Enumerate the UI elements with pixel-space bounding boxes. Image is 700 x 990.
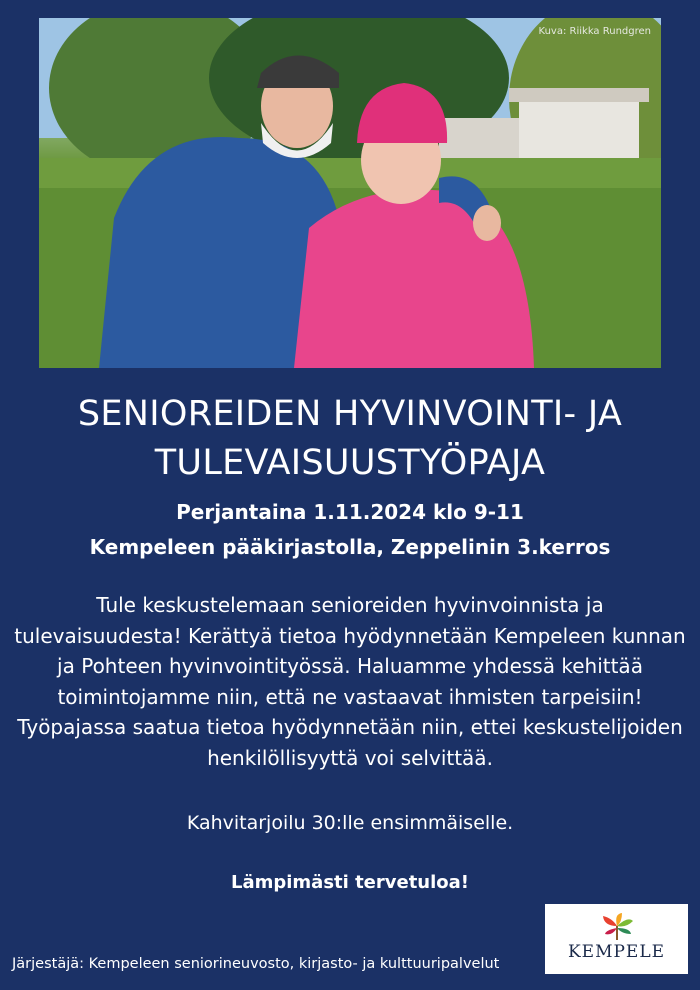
photo-credit: Kuva: Riikka Rundgren — [538, 26, 651, 37]
event-photo — [39, 18, 661, 368]
page-title — [0, 390, 700, 488]
kempele-logo — [545, 904, 688, 974]
event-details — [0, 495, 700, 565]
title-line-1: SENIOREIDEN HYVINVOINTI- JA — [77, 394, 623, 434]
event-date: Perjantaina 1.11.2024 klo 9-11 — [176, 500, 524, 524]
welcome-text: Lämpimästi tervetuloa! — [230, 872, 470, 893]
event-place: Kempeleen pääkirjastolla, Zeppelinin 3.kerros — [89, 535, 611, 559]
photo-illustration — [39, 18, 661, 368]
organizer-text: Järjestäjä: Kempeleen seniorineuvosto, kirjasto- ja kulttuuripalvelut — [12, 956, 500, 972]
kempele-tree-logo-icon — [600, 912, 634, 942]
event-description: Tule keskustelemaan senioreiden hyvinvoinnista ja tulevaisuudesta! Kerättyä tietoa hyödynnetään Kempeleen kunnan ja Pohteen hyvinvointityössä. Haluamme yhdessä kehittää toimintojamme niin, että ne vastaavat ihmisten tarpeisiin! Työpajassa saatua tietoa hyödynnetään niin, ettei keskustelijoiden henkilöllisyyttä voi selvittää. — [14, 593, 686, 770]
logo-text: KEMPELE — [567, 942, 666, 962]
title-line-2: TULEVAISUUSTYÖPAJA — [154, 443, 546, 483]
coffee-note: Kahvitarjoilu 30:lle ensimmäiselle. — [186, 812, 514, 834]
